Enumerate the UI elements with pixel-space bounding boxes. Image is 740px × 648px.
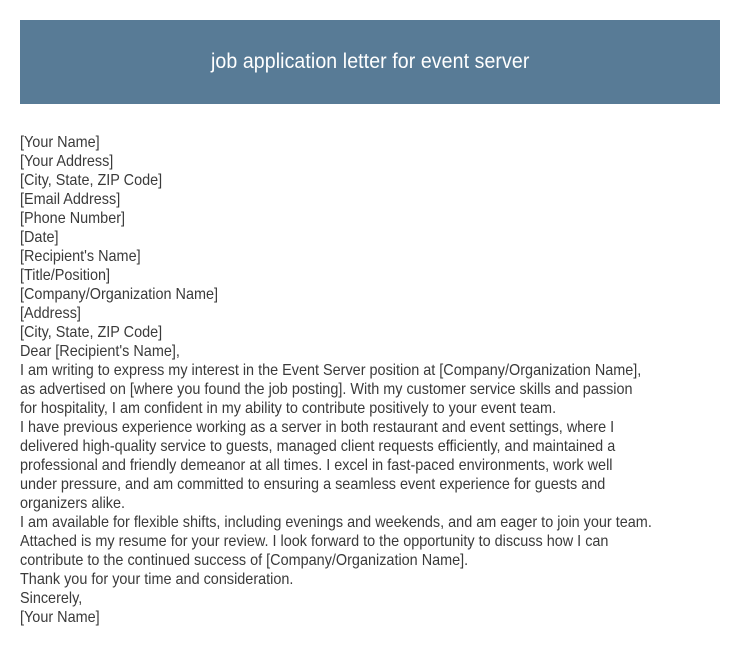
sender-address: [Your Address] xyxy=(20,153,114,170)
sender-city-state-zip: [City, State, ZIP Code] xyxy=(20,172,163,189)
paragraph-line: I am writing to express my interest in the Event Server position at [Company/Organization Name], xyxy=(20,362,642,379)
paragraph-line: for hospitality, I am confident in my ability to contribute positively to your event team. xyxy=(20,400,557,417)
page-title: job application letter for event server xyxy=(210,50,530,73)
recipient-block xyxy=(20,247,725,342)
paragraph-line: organizers alike. xyxy=(20,495,126,512)
paragraph-line: contribute to the continued success of [Company/Organization Name]. xyxy=(20,552,469,569)
page-header xyxy=(20,20,720,104)
closing: Sincerely, xyxy=(20,590,83,607)
paragraph-experience xyxy=(20,418,725,513)
paragraph-line: under pressure, and am committed to ensuring a seamless event experience for guests and xyxy=(20,476,606,493)
paragraph-line: professional and friendly demeanor at all times. I excel in fast-paced environments, work well xyxy=(20,457,613,474)
sender-phone: [Phone Number] xyxy=(20,210,126,227)
paragraph-line: delivered high-quality service to guests, managed client requests efficiently, and maintained a xyxy=(20,438,616,455)
recipient-company: [Company/Organization Name] xyxy=(20,286,219,303)
recipient-address: [Address] xyxy=(20,305,81,322)
paragraph-availability xyxy=(20,513,725,570)
salutation: Dear [Recipient's Name], xyxy=(20,343,180,360)
letter-date: [Date] xyxy=(20,229,59,246)
signature: [Your Name] xyxy=(20,609,100,626)
letter-body xyxy=(20,133,725,627)
sender-email: [Email Address] xyxy=(20,191,121,208)
paragraph-intro xyxy=(20,361,725,418)
thanks-line: Thank you for your time and consideration. xyxy=(20,571,294,588)
recipient-city-state-zip: [City, State, ZIP Code] xyxy=(20,324,163,341)
sender-name: [Your Name] xyxy=(20,134,100,151)
paragraph-line: as advertised on [where you found the job posting]. With my customer service skills and passion xyxy=(20,381,633,398)
paragraph-line: Attached is my resume for your review. I look forward to the opportunity to discuss how I can xyxy=(20,533,609,550)
paragraph-line: I have previous experience working as a server in both restaurant and event settings, where I xyxy=(20,419,615,436)
paragraph-line: I am available for flexible shifts, including evenings and weekends, and am eager to join your team. xyxy=(20,514,652,531)
recipient-title: [Title/Position] xyxy=(20,267,111,284)
recipient-name: [Recipient's Name] xyxy=(20,248,141,265)
sender-block xyxy=(20,133,725,228)
